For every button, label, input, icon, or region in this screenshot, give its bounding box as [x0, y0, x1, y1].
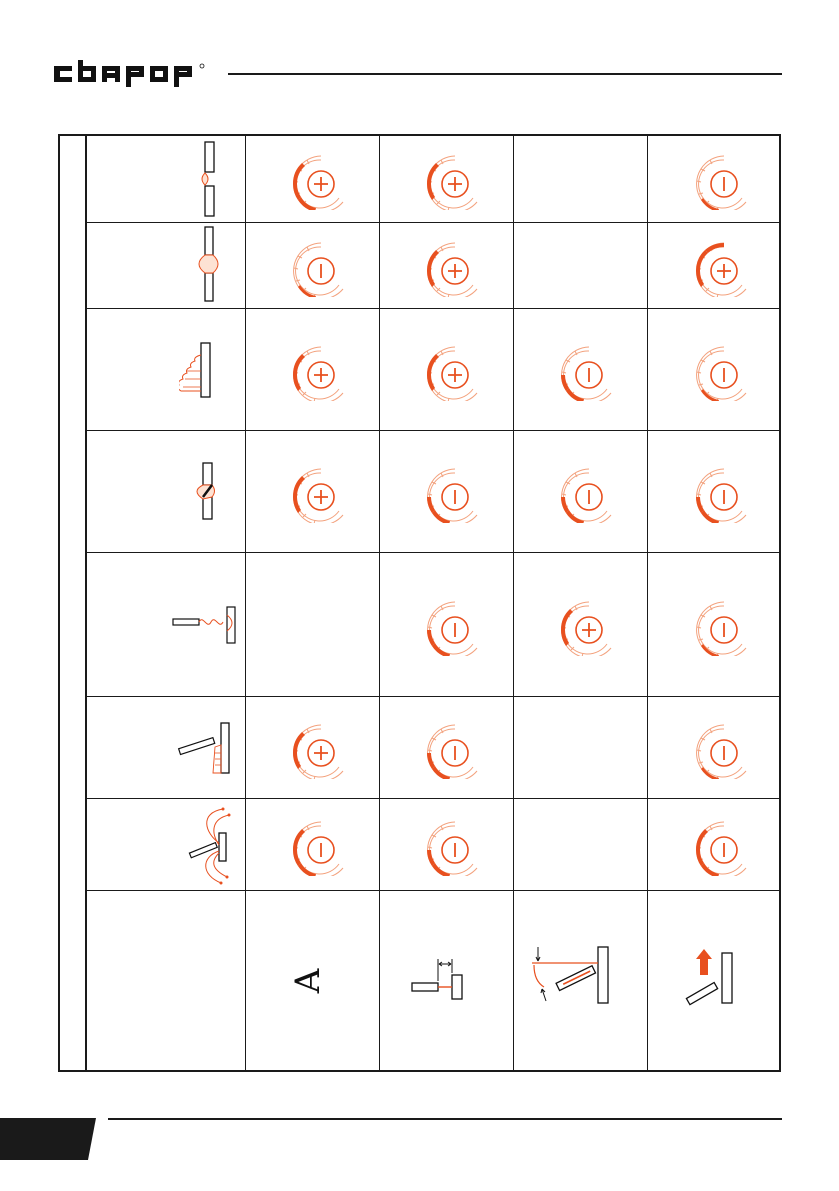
bevel-joint-weld-icon	[189, 461, 225, 521]
gauge-plus-icon	[287, 148, 345, 210]
table-cell	[379, 891, 513, 1072]
table-row	[87, 696, 779, 798]
table-cell	[513, 697, 647, 798]
butt-joint-weld-icon	[195, 140, 225, 220]
electrode-angle-fillet-icon	[177, 719, 237, 779]
table-cell	[647, 431, 783, 552]
joint-diagram-cell	[87, 697, 245, 798]
svarog-logo	[52, 52, 217, 88]
gauge-minus-icon	[690, 717, 748, 779]
table-cell	[379, 697, 513, 798]
joint-diagram-cell	[87, 136, 245, 222]
table-row	[87, 890, 779, 1072]
joint-diagram-cell	[87, 553, 245, 696]
table-row	[87, 136, 779, 222]
joint-diagram-cell	[87, 799, 245, 890]
table-cell	[245, 799, 379, 890]
surfacing-weld-icon	[179, 337, 219, 407]
table-cell	[513, 891, 647, 1072]
table-row	[87, 552, 779, 696]
gauge-plus-icon	[287, 461, 345, 523]
table-cell	[513, 431, 647, 552]
table-cell	[513, 309, 647, 430]
table-cell	[379, 431, 513, 552]
table-cell	[647, 553, 783, 696]
gauge-plus-icon	[287, 339, 345, 401]
table-cell	[245, 431, 379, 552]
gauge-minus-icon	[287, 235, 345, 297]
table-cell	[647, 891, 783, 1072]
table-cell	[245, 891, 379, 1072]
gauge-minus-icon	[555, 461, 613, 523]
page-footer	[0, 1100, 839, 1191]
gauge-plus-icon	[690, 235, 748, 297]
gauge-minus-icon	[690, 339, 748, 401]
table-cell	[245, 136, 379, 222]
table-row	[87, 798, 779, 890]
table-cell	[513, 136, 647, 222]
table-cell	[245, 553, 379, 696]
gauge-minus-icon	[690, 148, 748, 210]
table-cell	[245, 309, 379, 430]
gauge-plus-icon	[287, 717, 345, 779]
table-cell	[647, 309, 783, 430]
table-cell	[379, 799, 513, 890]
current-amperage-icon	[288, 961, 328, 1001]
page-header	[0, 0, 839, 110]
joint-diagram-cell	[87, 431, 245, 552]
svg-text:A: A	[288, 968, 328, 994]
header-rule	[228, 73, 782, 75]
electrode-angle-icon	[528, 943, 618, 1015]
table-cell	[513, 553, 647, 696]
electrode-weave-icon	[171, 603, 241, 647]
table-cell	[379, 136, 513, 222]
electrode-arc-spatter-icon	[185, 803, 241, 887]
table-cell	[87, 891, 245, 1072]
gauge-plus-icon	[421, 235, 479, 297]
table-cell	[513, 223, 647, 308]
gauge-plus-icon	[555, 594, 613, 656]
gauge-plus-icon	[421, 339, 479, 401]
gauge-minus-icon	[421, 814, 479, 876]
side-column	[60, 136, 87, 1070]
table-cell	[379, 309, 513, 430]
footer-rule	[108, 1118, 782, 1120]
gauge-minus-icon	[555, 339, 613, 401]
gauge-minus-icon	[421, 461, 479, 523]
table-cell	[647, 697, 783, 798]
table-cell	[245, 223, 379, 308]
table-row	[87, 308, 779, 430]
gauge-plus-icon	[421, 148, 479, 210]
joint-diagram-cell	[87, 309, 245, 430]
table-cell	[647, 136, 783, 222]
table-cell	[245, 697, 379, 798]
joint-diagram-cell	[87, 223, 245, 308]
table-cell	[647, 223, 783, 308]
gauge-minus-icon	[690, 814, 748, 876]
table-row	[87, 430, 779, 552]
welding-parameters-table	[58, 134, 781, 1072]
gauge-minus-icon	[690, 594, 748, 656]
gauge-minus-icon	[421, 594, 479, 656]
page-number-tab	[0, 1118, 96, 1160]
travel-speed-icon	[682, 947, 742, 1011]
table-cell	[513, 799, 647, 890]
gauge-minus-icon	[287, 814, 345, 876]
gauge-minus-icon	[421, 717, 479, 779]
table-row	[87, 222, 779, 308]
arc-length-icon	[410, 955, 480, 1005]
table-cell	[647, 799, 783, 890]
table-cell	[379, 223, 513, 308]
butt-joint-wide-weld-icon	[193, 225, 227, 305]
table-cell	[379, 553, 513, 696]
gauge-minus-icon	[690, 461, 748, 523]
